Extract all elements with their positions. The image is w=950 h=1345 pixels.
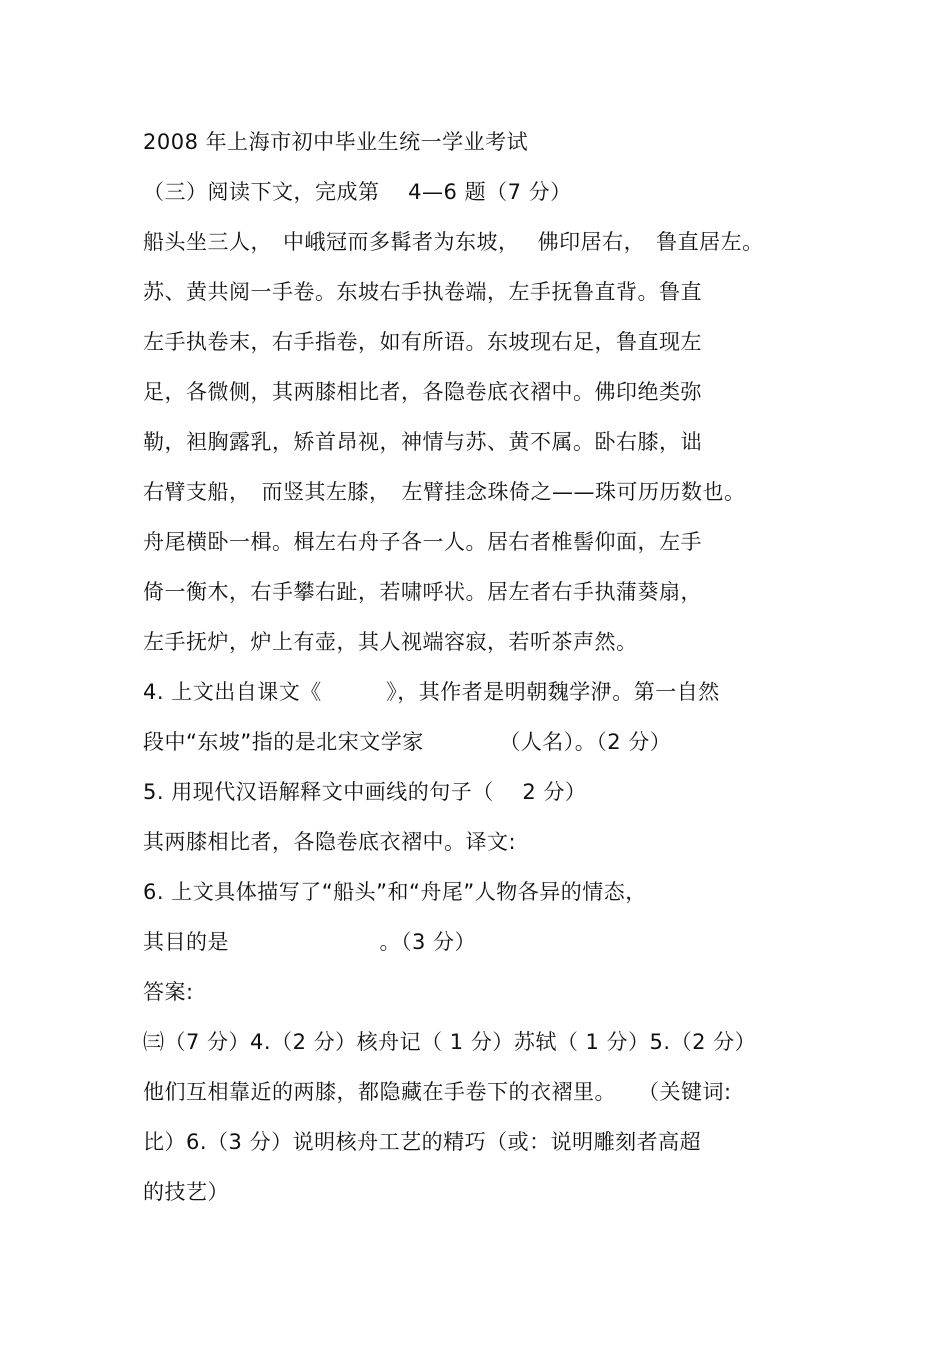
question-6: 6. 上文具体描写了“船头”和“舟尾”人物各异的情态，: [143, 880, 647, 904]
passage-line: 舟尾横卧一楫。楫左右舟子各一人。居右者椎髻仰面，左手: [143, 530, 702, 554]
passage-line: 右臂支船， 而竖其左膝， 左臂挂念珠倚之——珠可历历数也。: [143, 480, 746, 504]
passage-line: 左手抚炉，炉上有壶，其人视端容寂，若听茶声然。: [143, 630, 638, 654]
passage-line: 左手执卷末，右手指卷，如有所语。东坡现右足，鲁直现左: [143, 330, 702, 354]
question-4: 4. 上文出自课文《 》，其作者是明朝魏学洢。第一自然: [143, 680, 720, 704]
question-6-continued: 其目的是 。（3 分）: [143, 930, 477, 954]
section-instruction: （三）阅读下文，完成第 4—6 题（7 分）: [143, 180, 572, 204]
answer-line: 比）6.（3 分）说明核舟工艺的精巧（或：说明雕刻者高超: [143, 1130, 702, 1154]
passage-line: 足，各微侧，其两膝相比者，各隐卷底衣褶中。佛印绝类弥: [143, 380, 702, 404]
question-5: 5. 用现代汉语解释文中画线的句子（ 2 分）: [143, 780, 587, 804]
question-4-continued: 段中“东坡”指的是北宋文学家 （人名）。（2 分）: [143, 730, 672, 754]
answer-line: ㈢（7 分）4.（2 分）核舟记（ 1 分）苏轼（ 1 分）5.（2 分）: [143, 1030, 757, 1054]
passage-line: 勒，袒胸露乳，矫首昂视，神情与苏、黄不属。卧右膝，诎: [143, 430, 702, 454]
passage-line: 船头坐三人， 中峨冠而多髯者为东坡， 佛印居右， 鲁直居左。: [143, 230, 764, 254]
passage-line: 倚一衡木，右手攀右趾，若啸呼状。居左者右手执蒲葵扇，: [143, 580, 702, 604]
exam-title: 2008 年上海市初中毕业生统一学业考试: [143, 130, 529, 154]
question-5-sentence: 其两膝相比者，各隐卷底衣褶中。译文:: [143, 830, 517, 854]
passage-line: 苏、黄共阅一手卷。东坡右手执卷端，左手抚鲁直背。鲁直: [143, 280, 702, 304]
answer-line: 的技艺）: [143, 1180, 229, 1204]
answer-heading: 答案:: [143, 980, 194, 1004]
answer-line: 他们互相靠近的两膝，都隐藏在手卷下的衣褶里。 （关键词:: [143, 1080, 732, 1104]
